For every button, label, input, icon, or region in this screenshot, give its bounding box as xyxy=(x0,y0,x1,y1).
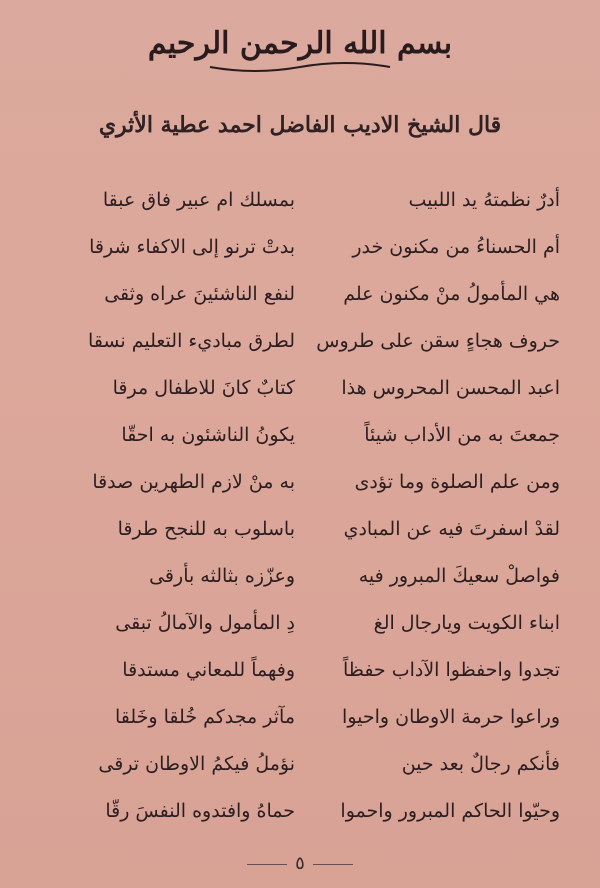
verse-second-hemistich: يكونُ الناشئون به احقّا xyxy=(121,424,295,446)
verse-second-hemistich: بدتْ ترنو إلى الاكفاء شرقا xyxy=(89,236,295,258)
basmala-text: بسم الله الرحمن الرحيم xyxy=(147,26,453,61)
verse-first-hemistich: لقدْ اسفرتَ فيه عن المبادي xyxy=(343,518,560,540)
verse-first-hemistich: هي المأمولُ منْ مكنون علم xyxy=(343,283,560,305)
verse-first-hemistich: تجدوا واحفظوا الآداب حفظاً xyxy=(342,659,560,681)
verse-first-hemistich: وحيّوا الحاكم المبرور واحموا xyxy=(340,800,560,822)
page-number-text: ٥ xyxy=(295,853,305,874)
verse-second-hemistich: لطرق مباديء التعليم نسقا xyxy=(88,330,295,352)
poem-body xyxy=(50,180,570,850)
page-number-dash xyxy=(247,864,287,865)
poem-attribution: قال الشيخ الاديب الفاضل احمد عطية الأثري xyxy=(98,112,502,138)
verse-second-hemistich: باسلوب به للنجح طرقا xyxy=(117,518,295,540)
verse-second-hemistich: وعزّزه بثالثه بأرقى xyxy=(149,565,295,587)
verse-first-hemistich: اعبد المحسن المحروس هذا xyxy=(341,377,560,399)
verse-second-hemistich: وفهماً للمعاني مستدقا xyxy=(122,659,295,681)
verse-first-hemistich: جمعتَ به من الأداب شيئاً xyxy=(364,424,560,446)
verse-first-hemistich: أدرٌ نظمتهُ يد اللبيب xyxy=(408,189,560,211)
page-number xyxy=(0,853,600,874)
basmala-heading xyxy=(0,22,600,73)
verse-second-hemistich: به منْ لازم الطهرين صدقا xyxy=(92,471,295,493)
verse-second-hemistich: كتابٌ كانَ للاطفال مرقا xyxy=(112,377,295,399)
verse-second-hemistich: نؤملُ فيكمُ الاوطان ترقى xyxy=(98,753,295,775)
verse-first-hemistich: ابناء الكويت ويارجال الغ xyxy=(373,612,560,634)
verse-first-hemistich: حروف هجاءٍ سقن على طروس xyxy=(316,330,560,352)
verse-second-hemistich: بمسلك ام عبير فاق عبقا xyxy=(102,189,295,211)
verse-second-hemistich: دِ المأمول والآمالُ تبقى xyxy=(115,612,295,634)
verse-first-hemistich: فواصلْ سعيكَ المبرور فيه xyxy=(358,565,560,587)
verse-second-hemistich: مآثر مجدكم خُلقا وخَلقا xyxy=(114,706,295,728)
verse-first-hemistich: فأنكم رجالٌ بعد حين xyxy=(401,753,560,775)
verse-first-hemistich: أم الحسناءُ من مكنون خدر xyxy=(352,236,560,258)
page-number-dash xyxy=(313,864,353,865)
verse-second-hemistich: لنفع الناشئينَ عراه وثقى xyxy=(104,283,295,305)
verse-first-hemistich: ومن علم الصلوة وما تؤدى xyxy=(354,471,560,493)
verse-first-hemistich: وراعوا حرمة الاوطان واحيوا xyxy=(342,706,560,728)
verse-second-hemistich: حماهُ وافتدوه النفسَ رقّا xyxy=(105,800,295,822)
